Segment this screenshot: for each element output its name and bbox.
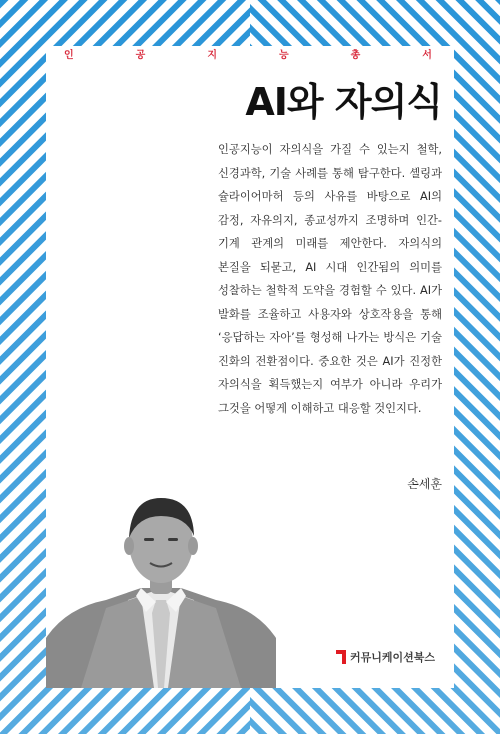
book-description: 인공지능이 자의식을 가질 수 있는지 철학, 신경과학, 기술 사례를 통해 탐구한다. 셸링과 슐라이어마허 등의 사유를 바탕으로 AI의 감정, 자유의지, 종교성까지 조명하며 인간-기계 관계의 미래를 제안한다. 자의식의 본질을 되묻고, AI 시대 인간됨의 의미를 성찰하는 철학적 도약을 경험할 수 있다. AI가 발화를 조율하고 사용자와 상호작용을 통해 ‘응답하는 자아’를 형성해 나가는 방식은 기술 진화의 전환점이다. 중요한 것은 AI가 진정한 자의식을 획득했는지 여부가 아니라 우리가 그것을 어떻게 이해하고 대응할 것인지다. (218, 143, 442, 415)
series-title-char: 공 (135, 50, 146, 61)
book-title: AI와 자의식 (245, 80, 442, 124)
series-title-char: 서 (422, 50, 432, 61)
series-title-char: 인 (64, 50, 74, 61)
series-title (46, 46, 454, 61)
series-title-char: 총 (350, 50, 361, 61)
publisher-name: 커뮤니케이션북스 (350, 651, 436, 664)
series-title-char: 지 (207, 50, 217, 61)
publisher-brand (336, 649, 435, 665)
publisher-logo-icon (336, 650, 346, 664)
author-portrait (46, 488, 276, 688)
series-title-char: 능 (278, 50, 289, 61)
author-name: 손세훈 (407, 477, 442, 491)
